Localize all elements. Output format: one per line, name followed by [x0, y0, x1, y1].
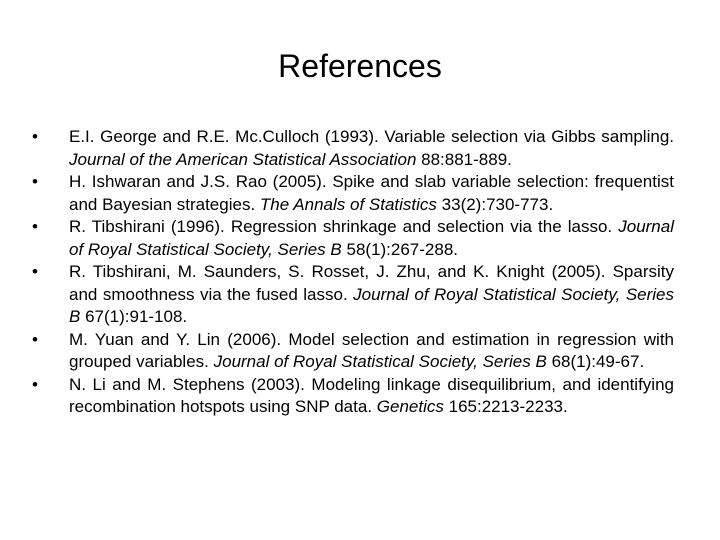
reference-item — [0, 329, 720, 374]
reference-item — [0, 216, 720, 261]
reference-item — [0, 261, 720, 329]
reference-details: 88:881-889. — [421, 149, 512, 169]
bullet-icon: • — [32, 217, 38, 236]
reference-authors: R. Tibshirani, M. Saunders, S. Rosset, J. Zhu, and K. Knight (2005). Sparsity and smoothness via the fused lasso. — [69, 262, 674, 304]
reference-authors: R. Tibshirani (1996). Regression shrinkage and selection via the lasso. — [69, 217, 613, 236]
slide-title: References — [278, 48, 442, 84]
reference-details: 58(1):267-288. — [346, 239, 459, 259]
reference-list — [0, 126, 720, 419]
bullet-icon: • — [32, 374, 38, 394]
bullet-icon: • — [32, 127, 38, 146]
reference-item — [0, 374, 720, 419]
reference-journal: Journal of the American Statistical Association — [69, 149, 417, 169]
reference-details: 165:2213-2233. — [448, 397, 568, 416]
reference-journal: The Annals of Statistics — [259, 194, 437, 214]
reference-authors: H. Ishwaran and J.S. Rao (2005). Spike and slab variable selection: frequentist and Bayesian strategies. — [69, 172, 674, 214]
reference-details: 67(1):91-108. — [85, 307, 188, 326]
bullet-icon: • — [32, 329, 38, 349]
reference-authors: M. Yuan and Y. Lin (2006). Model selection and estimation in regression with grouped variables. — [69, 329, 674, 371]
reference-item — [0, 171, 720, 216]
reference-journal: Journal of Royal Statistical Society, Series B — [69, 284, 674, 326]
reference-journal: Genetics — [376, 397, 444, 416]
reference-item — [0, 126, 720, 171]
reference-details: 68(1):49-67. — [551, 352, 645, 371]
bullet-icon: • — [32, 262, 38, 281]
bullet-icon: • — [32, 172, 38, 191]
reference-authors: N. Li and M. Stephens (2003). Modeling linkage disequilibrium, and identifying recombination hotspots using SNP data. — [69, 374, 674, 416]
reference-details: 33(2):730-773. — [441, 194, 554, 214]
reference-journal: Journal of Royal Statistical Society, Series B — [213, 352, 547, 371]
reference-authors: E.I. George and R.E. Mc.Culloch (1993). Variable selection via Gibbs sampling. — [69, 127, 674, 146]
reference-journal: Journal of Royal Statistical Society, Series B — [69, 217, 674, 259]
